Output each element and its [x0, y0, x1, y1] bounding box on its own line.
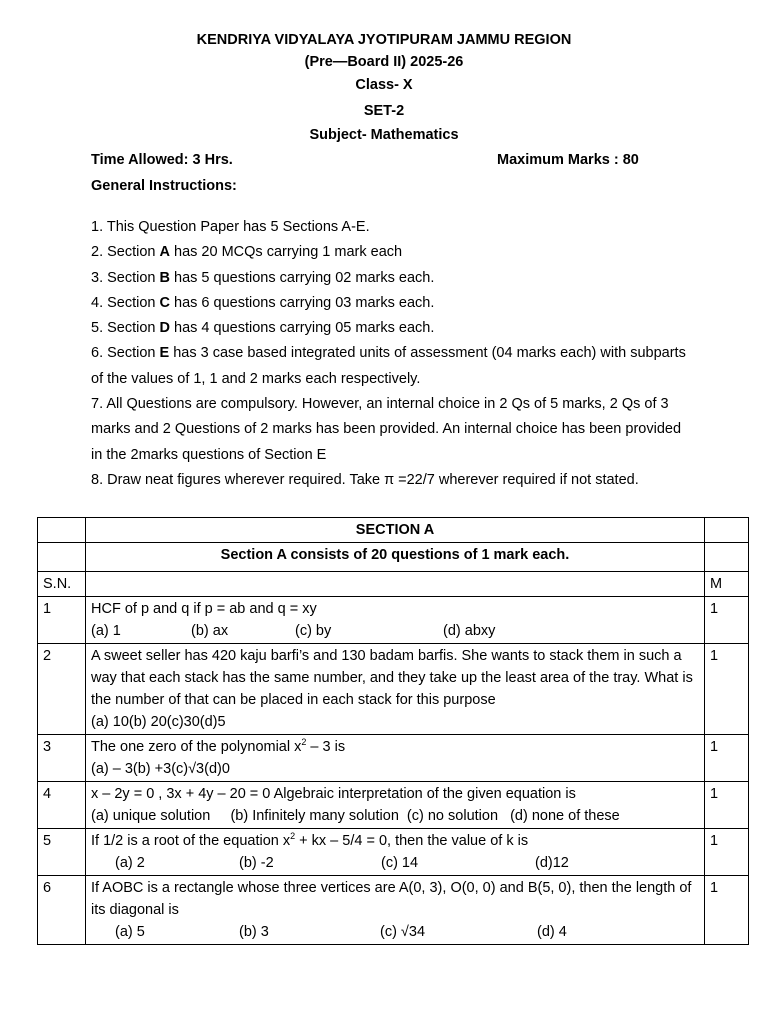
general-instructions-heading: General Instructions: — [91, 178, 237, 194]
exam-title: (Pre—Board II) 2025-26 — [304, 54, 464, 70]
instruction-6: 6. Section E has 3 case based integrated units of assessment (04 marks each) with subparts of the values of 1, 1 and 2 marks each respectively. — [91, 345, 686, 387]
instruction-1: 1. This Question Paper has 5 Sections A-E. — [91, 219, 370, 235]
section-subtitle: Section A consists of 20 questions of 1 mark each. — [86, 543, 705, 572]
instruction-7: 7. All Questions are compulsory. However, an internal choice in 2 Qs of 5 marks, 2 Qs of 3 marks and 2 Questions of 2 marks has been provided. An internal choice has been provided in the 2marks questions of Section E — [91, 396, 682, 463]
question-marks: 1 — [705, 829, 749, 876]
instruction-4: 4. Section C has 6 questions carrying 03 marks each. — [91, 294, 435, 311]
question-row — [38, 735, 749, 782]
question-marks: 1 — [705, 782, 749, 829]
question-text: If 1/2 is a root of the equation $x^2$ + kx – 5/4 = 0, then the value of k is (a) 2 (b) -2 (c) 14 (d)12 — [86, 829, 705, 876]
question-text: x – 2y = 0 , 3x + 4y – 20 = 0 Algebraic interpretation of the given equation is (a) unique solution (b) Infinitely many solution (c) no solution (d) none of these — [86, 782, 705, 829]
question-number: 1 — [38, 597, 86, 644]
question-text: If AOBC is a rectangle whose three vertices are A(0, 3), O(0, 0) and B(5, 0), then the length of its diagonal is (a) 5 (b) 3 (c) √34 (d) 4 — [86, 876, 705, 945]
question-row — [38, 782, 749, 829]
subject-label: Subject- Mathematics — [309, 127, 459, 143]
question-row — [38, 876, 749, 945]
column-header-sn: S.N. — [38, 572, 86, 597]
question-number: 3 — [38, 735, 86, 782]
instruction-2: 2. Section A has 20 MCQs carrying 1 mark each — [91, 244, 403, 261]
blank-cell — [705, 518, 749, 543]
question-row — [38, 597, 749, 644]
blank-cell — [86, 572, 705, 597]
section-title: SECTION A — [86, 518, 705, 543]
question-row — [38, 644, 749, 735]
set-label: SET-2 — [363, 103, 405, 119]
maximum-marks: Maximum Marks : 80 — [497, 152, 639, 168]
question-text: The one zero of the polynomial $x^2 - 3$ is (a) – 3(b) +3(c)√3(d)0 — [86, 735, 705, 782]
question-row — [38, 829, 749, 876]
question-text: A sweet seller has 420 kaju barfi’s and 130 badam barfis. She wants to stack them in such a way that each stack has the same number, and they take up the least area of the tray. What is the number of that can be placed in each stack for this purpose (a) 10(b) 20(c)30(d)5 — [86, 644, 705, 735]
question-marks: 1 — [705, 597, 749, 644]
section-a-table — [37, 517, 749, 945]
instruction-3: 3. Section B has 5 questions carrying 02 marks each. — [91, 269, 435, 286]
blank-cell — [705, 543, 749, 572]
question-marks: 1 — [705, 735, 749, 782]
blank-cell — [38, 543, 86, 572]
blank-cell — [38, 518, 86, 543]
question-marks: 1 — [705, 644, 749, 735]
question-text: HCF of p and q if p = ab and q = xy (a) 1 (b) ax (c) by (d) abxy — [86, 597, 705, 644]
question-number: 6 — [38, 876, 86, 945]
question-marks: 1 — [705, 876, 749, 945]
school-name: KENDRIYA VIDYALAYA JYOTIPURAM JAMMU REGION — [196, 32, 572, 48]
instructions-list — [91, 215, 691, 493]
question-number: 4 — [38, 782, 86, 829]
instruction-8: 8. Draw neat figures wherever required. Take π =22/7 wherever required if not stated. — [91, 471, 639, 488]
instruction-5: 5. Section D has 4 questions carrying 05 marks each. — [91, 320, 435, 337]
question-number: 2 — [38, 644, 86, 735]
column-header-marks: M — [705, 572, 749, 597]
time-allowed: Time Allowed: 3 Hrs. — [91, 152, 233, 168]
question-number: 5 — [38, 829, 86, 876]
class-label: Class- X — [355, 77, 413, 93]
